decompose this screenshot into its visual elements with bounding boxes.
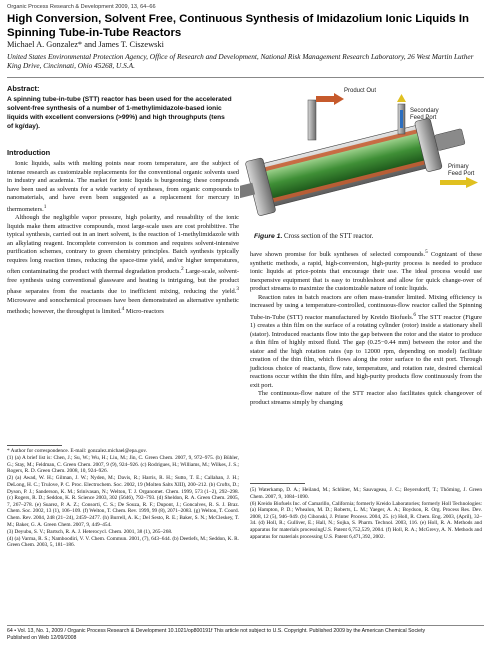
footnotes-left (7, 448, 239, 549)
footer-citation: 64 • Vol. 13, No. 1, 2009 / Organic Process Research & Development 10.1021/op800191f This article not subject to U.S. Copyright. Published 2009 by the American Chemical Society (7, 628, 426, 634)
secondary-feed-port (397, 94, 406, 134)
figure-caption: Figure 1. Cross section of the STT reactor. (254, 233, 374, 240)
right-column-body (250, 248, 482, 407)
footnote: (5) Waterkamp, D. A.; Heiland, M.; Schlüter, M.; Sauvageau, J. C.; Beyersdorff, T.; Thöming, J. Green Chem. 2007, 9, 1084–1090. (250, 487, 482, 500)
footnote: (2) (a) Awad, W. H.; Gilman, J. W.; Nyden, M.; Davis, R.; Harris, R. H.; Sutto, T. E.; Callahan, J. H.; DeLong, H. C.; Trulove, P. C. Proc. Electrochem. Soc. 2002, 19 (Molten Salts XIII), 200–212. (b) Crofts, D.; Dyson, P. J.; Sanderson, K. M.; Srinivasan, N.; Welton, T. J. Organomet. Chem. 1999, 573 (1−2), 292–298. (c) Rogers, R. D.; Seddon, K. R. Science 2003, 302 (5646), 792–793. (d) Sheldon, R. A. Green Chem. 2005, 7, 267–278. (e) Suarez, P. A. Z.; Consorti, C. S.; De Souza, R. F.; Dupont, J.; Goncalves, R. S. J. Braz. Chem. Soc. 2002, 13 (1), 106–109. (f) Welton, T. Chem. Rev. 1999, 99 (8), 2071–2083. (g) Welton, T. Coord. Chem. Rev. 2004, 248 (21−24), 2459–2477. (h) Burrell, A. K.; Del Sesto, R. E.; Baker, S. N.; McCleskey, T. M.; Baker, G. A. Green Chem. 2007, 9, 449–454. (7, 475, 239, 528)
footnote: * Author for correspondence. E-mail: gonzalez.michael@epa.gov. (7, 448, 147, 454)
primary-feed-port (440, 177, 478, 188)
label-primary-feed-port: Feed Port (448, 171, 475, 177)
footnote-rule-left (7, 445, 62, 446)
label-secondary-feed-port: Feed Port (410, 115, 437, 121)
footnote-rule-right (250, 483, 305, 484)
authors: Michael A. Gonzalez* and James T. Ciszewski (7, 40, 164, 49)
footnote: (3) Deyubu, S. V.; Bartsch, R. A. J. Heterocycl. Chem. 2001, 38 (1), 265–268. (7, 528, 173, 535)
intro-paragraph-1: Ionic liquids, salts with melting points near room temperature, are the subject of intense research as customizable replacements for the conventional organic solvents used in industry and academia. The market for ionic liquids is burgeoning; these compounds have been used as solvents for a wide variety of syntheses, from organic compounds to nanomaterials, and have even been suggested as a replacement for mercury in thermometers.$^1$ (7, 160, 239, 213)
page-footer (7, 628, 485, 641)
label-primary: Primary (448, 164, 469, 170)
footnote: (6) Kreido Biofuels Inc. of Camarillo, California; formerly Kreido Laboratories; formerly Holl Technologies: (a) Hampton, P. D.; Whealon, M. D.; Roberts, L. M.; Yaeger, A. A.; Boydson, R. Org. Process Res. Dev. 2008, 12 (5), 946–949. (b) Cihonski, J. Printer Process. 2004, 25. (c) Holl, R. Chem. Eng. 2003, (April), 32–34. (d) Holl, R.; Gulliver, E.; Hall, N.; Sojka, S. Pharm. Technol. 2003, 116. (e) Holl, R. A. Methods and apparatus for materials processingU.S. Patent 6,752,529, 2004. (f) Holl, R. A.; McGrevy, A. N. Methods and apparatus for materials processing U.S. Patent 6,471,392, 2002. (250, 500, 482, 540)
footnotes-right (250, 487, 482, 541)
label-product-out: Product Out (344, 88, 377, 94)
right-paragraph-2: Reaction rates in batch reactors are often mass-transfer limited. Mixing efficiency is increased by using a temperature-controlled, continuous-flow reactor called the Spinning Tube-in-Tube (STT) reactor manufactured by Kreido Biofuels.$^6$ The STT reactor (Figure 1) creates a thin film on the surface of a rotating cylinder (rotor) inside a stationary shell (stator). Introduced reactants flow into the gap between the rotor and the stator to produce a thin film of highly mixed fluid. The gap (0.25−0.44 mm) between the rotor and the stator and the high rotation rates (up to 12000 rpm, depending on model) facilitate creation of the thin film, which flows along the rotor surface to the exit port. Through judicious choice of reactants, flow rate, temperature, and rotation rate, desired chemical reactions occur within the thin film, and high-purity products flow continuously from the exit port. (250, 293, 482, 389)
header-rule (7, 77, 484, 78)
affiliation: United States Environmental Protection Agency, Office of Research and Development, National Risk Management Research Laboratory, 26 West Martin Luther King Drive, Cincinnati, Ohio 45268, U.S.A. (7, 52, 474, 70)
footnote: (4) (a) Varma, R. S.; Namboodiri, V. V. Chem. Commun. 2001, (7), 643–644. (b) Deetlefs, M.; Seddon, K. R. Green Chem. 2003, 5, 181–186. (7, 535, 239, 549)
intro-paragraph-2: Although the negligible vapor pressure, high polarity, and reusability of the ionic liquids make them attractive compounds, most large-scale uses are cost prohibitive. The typical synthesis, carried out in an inert solvent, is the reaction of 1-methylimidazole with an alkylating reagent. Incomplete conversion is common and requires solvent-intensive purification schemes, contrary to green chemistry principles. Batch synthesis typically requires long reaction times, reducing the space-time yield, and/or higher temperatures, often contaminating the product with thermal degradation products.$^2$ Large-scale, solvent-free synthesis using conventional glassware and heating is intriguing, but the product phase separates from the reactants due to inefficient mixing, reducing the yield.$^3$ Microwave and sonochemical processes have been demonstrated as alternative synthetic methods; however, the throughput is limited.$^4$ Micro-reactors (7, 214, 239, 316)
footnote: (1) (a) A brief list is: Chen, J.; Su, W.; Wu, H.; Liu, M.; Jin, C. Green Chem. 2007, 9, 972–975. (b) Bühler, G.; Stay, M.; Feldman, C. Green Chem. 2007, 9 (9), 924–926. (c) Rodrigues, H.; Williams, M.; Wilkes, J. S.; Rogers, R. D. Green Chem. 2008, 10, 924–926. (7, 455, 239, 475)
right-paragraph-1: have shown promise for bulk syntheses of selected compounds.$^5$ Cognizant of these synthetic methods, a rapid, high-conversion, high-purity process is needed to produce ionic liquids at price-points that encourage their use. The ideal process would use inexpensive equipment that is easy to troubleshoot and allow for quick change-over of product streams to maximize the customizable nature of ionic liquids. (250, 249, 482, 293)
label-secondary: Secondary (410, 108, 439, 114)
reactor-body (240, 109, 470, 219)
journal-header: Organic Process Research & Development 2009, 13, 64–66 (7, 4, 156, 10)
introduction-heading: Introduction (7, 148, 51, 157)
abstract-text: A spinning tube-in-tube (STT) reactor has been used for the accelerated solvent-free synthesis of a number of 1-methylimidazole-based ionic liquids with excellent conversions (>99%) and high throughputs (tens of kg/day). (7, 96, 232, 130)
left-column-body (7, 160, 239, 317)
footer-published: Published on Web 12/09/2008 (7, 634, 77, 641)
article-title: High Conversion, Solvent Free, Continuous Synthesis of Imidazolium Ionic Liquids In Spinning Tube-in-Tube Reactors (7, 13, 469, 39)
abstract-heading: Abstract: (7, 84, 40, 93)
stt-reactor-figure (240, 82, 485, 228)
product-out-port (308, 93, 344, 140)
right-paragraph-3: The continuous-flow nature of the STT reactor also facilitates quick changeover of product streams simply by changing (250, 390, 482, 406)
footer-rule (7, 625, 484, 626)
